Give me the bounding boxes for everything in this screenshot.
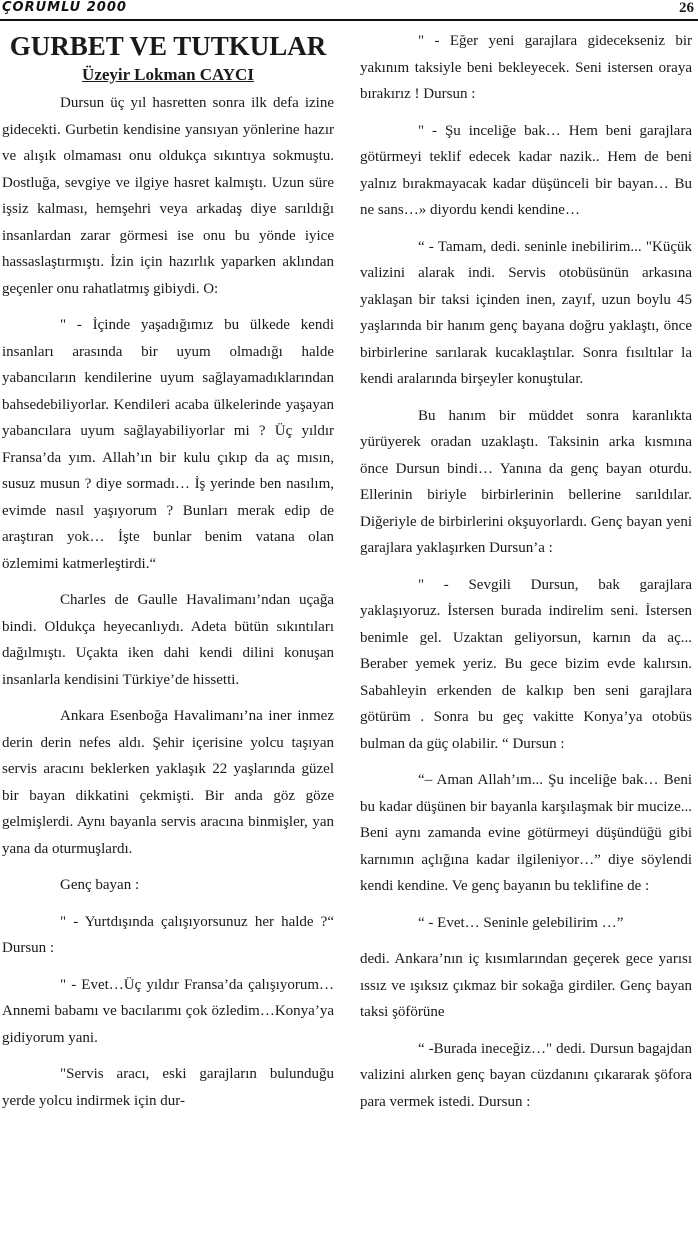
paragraph: " - Şu inceliğe bak… Hem beni garajlara götürmeyi teklif edecek kadar nazik.. Hem de beni yalnız bırakmayacak kadar düşünceli bir bayan… Bu ne sans…» diyordu kendi kendine… [360, 122, 692, 218]
paragraph: " - İçinde yaşadığımız bu ülkede kendi insanları arasında bir uyum olmadığı halde yabancıların kendilerine uyum sağlayamadıklarından bahsedebiliyorlar. Kendileri acaba ülkelerinde yaşayan yabancılara uyum sağlayabiliyorlar mi ? Üç yıldır Fransa’da yım. Allah’ın bir kulu çıkıp da aç mısın, susuz musun ? diye sormadı… İş yerinde ben nasılım, evimde nasıl yaşıyorum ? Bunları merak edip de araştıran yok… İşte bunlar benim vatana olan özlemimi katmerleştirdi.“ [2, 317, 334, 572]
article-title: GURBET VE TUTKULAR [9, 31, 327, 61]
paragraph: Bu hanım bir müddet sonra karanlıkta yürüyerek oradan uzaklaştı. Taksinin arka kısmına önce Dursun bindi… Yanına da genç bayan oturdu. Ellerinin biriyle birbirlerinin bellerine sarıldılar. Diğeriyle de birbirlerini okşuyorlardı. Genç bayan yeni garajlara yaklaşırken Dursun’a : [360, 407, 692, 556]
paragraph: “ - Evet… Seninle gelebilirim …” [418, 914, 624, 931]
paragraph: Charles de Gaulle Havalimanı’ndan uçağa bindi. Oldukça heyecanlıydı. Adeta bütün sıkıntıları dağılmıştı. Uçakta iken dahi kendi dilini konuşan insanlarla kendisini Türkiye’de hissetti. [2, 592, 334, 688]
paragraph: Dursun üç yıl hasretten sonra ilk defa izine gidecekti. Gurbetin kendisine yansıyan yönlerine hazır ve alışık olmaması onu oldukça sıkıntıya sokmuştu. Dostluğa, sevgiye ve ilgiye hasret kalmıştı. Uzun süre işsiz kalması, hemşehri veya arkadaş diye sarıldığı insanlardan zarar görmesi ise onu bu yönde iyice hassaslaştırmıştı. İzin için hazırlık yaparken aklından geçenler onu rahatlatmış gibiydi. O: [2, 95, 334, 297]
masthead-logo: ÇORUMLU 2000 [2, 0, 127, 15]
paragraph: " - Eğer yeni garajlara gidecekseniz bir yakınım taksiyle beni bekleyecek. Seni istersen oraya bırakırız ! Dursun : [360, 33, 692, 102]
paragraph: "Servis aracı, eski garajların bulunduğu yerde yolcu indirmek için dur- [2, 1066, 334, 1109]
right-column [360, 28, 692, 1125]
paragraph: Genç bayan : [60, 877, 140, 893]
paragraph: " - Yurtdışında çalışıyorsunuz her halde ?“ Dursun : [2, 913, 334, 956]
paragraph: dedi. Ankara’nın iç kısımlarından geçerek gece yarısı ıssız ve ışıksız çıkmaz bir sokağa girdiler. Genç bayan taksi şöförüne [360, 951, 692, 1020]
paragraph: Ankara Esenboğa Havalimanı’na iner inmez derin derin nefes aldı. Şehir içerisine yolcu taşıyan servis aracını beklerken yaklaşık 22 yaşlarında güzel bir bayan dikkatini çekmişti. Bir anda göz göze gelmişlerdi. Aynı bayanla servis aracına binmişler, yan yana da oturmuşlardı. [2, 708, 334, 857]
page-header [0, 0, 698, 21]
left-column [2, 28, 334, 1124]
paragraph: " - Sevgili Dursun, bak garajlara yaklaşıyoruz. İstersen burada indirelim seni. İstersen benimle gel. Uzaktan geliyorsun, karnın da aç... Beraber yemek yeriz. Bu gece bizim evde kalırsın. Sabahleyin erkenden de kalkıp ben seni garajlara götürüm . Sonra bu geç vakitte Konya’ya otobüs bulman da güç olabilir. “ Dursun : [360, 576, 692, 752]
paragraph: “ -Burada ineceğiz…" dedi. Dursun bagajdan valizini alırken genç bayan cüzdanını çıkararak şöfora para vermek istedi. Dursun : [360, 1040, 692, 1110]
paragraph: " - Evet…Üç yıldır Fransa’da çalışıyorum… Annemi babamı ve bacılarımı çok özledim…Konya’ya gidiyorum yani. [2, 976, 334, 1046]
article-author: Üzeyir Lokman CAYCI [82, 65, 254, 84]
page-number: 26 [679, 0, 694, 16]
paragraph: “ - Tamam, dedi. seninle inebilirim... "Küçük valizini alarak indi. Servis otobüsünün arkasına yaklaşan bir taksi içinden inen, zayıf, uzun boylu 45 yaşlarında bir hanım genç bayana doğru yaklaştı, önce birbirlerine sarılarak kucaklaştılar. Sonra fısıltılar la kendi aralarında birşeyler konuştular. [360, 238, 692, 387]
paragraph: “– Aman Allah’ım... Şu inceliğe bak… Beni bu kadar düşünen bir bayanla karşılaşmak bir mucize... Beni aynı zamanda evine götürmeyi düşündüğü gibi karnımın açlığına kadar ilgileniyor…” diye söylendi kendi kendine. Ve genç bayanın bu teklifine de : [360, 772, 692, 894]
